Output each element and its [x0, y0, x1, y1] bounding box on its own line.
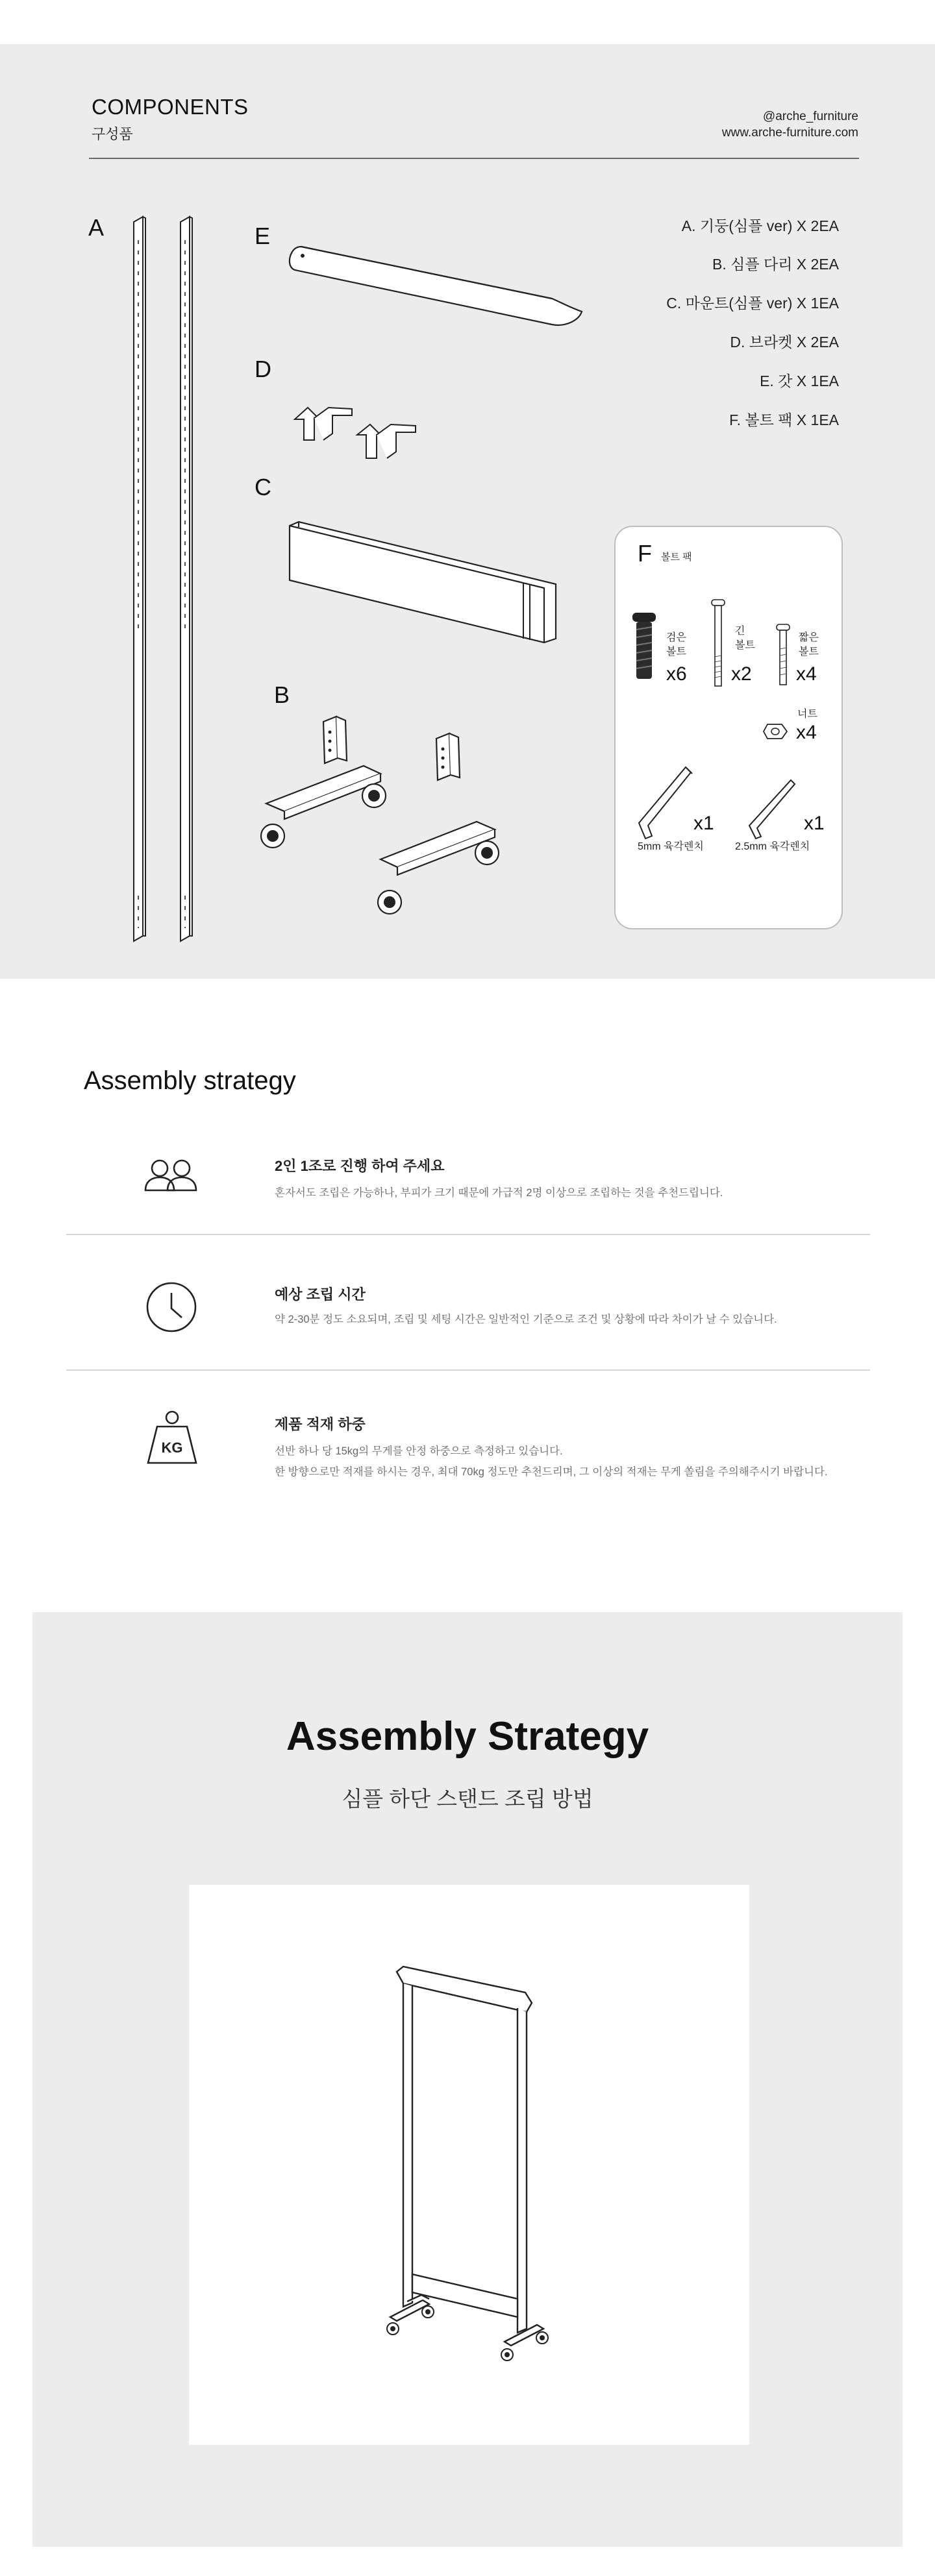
- strategy-text: 약 2-30분 정도 소요되며, 조립 및 세팅 시간은 일반적인 기준으로 조건 및 상황에 따라 차이가 날 수 있습니다.: [275, 1314, 777, 1325]
- two-people-icon: [142, 1157, 200, 1196]
- components-title: COMPONENTS: [92, 95, 249, 119]
- part-label-c: C: [255, 474, 271, 500]
- weight-kg-icon: [143, 1408, 201, 1467]
- short-bolt-label: 볼트: [799, 646, 819, 657]
- part-label-e: E: [255, 223, 271, 249]
- strategy-text: 선반 하나 당 15kg의 무게를 안정 하중으로 측정하고 있습니다.: [275, 1445, 563, 1457]
- wrench-5mm-label: 5mm 육각렌치: [638, 841, 704, 852]
- long-bolt-label: 긴: [735, 626, 745, 637]
- black-bolt-label: 검은: [666, 632, 686, 643]
- brand-website: www.arche-furniture.com: [721, 126, 858, 140]
- parts-list-item: B. 심플 다리 X 2EA: [712, 256, 839, 273]
- parts-list-item: A. 기둥(심플 ver) X 2EA: [681, 217, 839, 234]
- wrench-2-5mm-qty: x1: [804, 813, 825, 834]
- strategy-title: Assembly strategy: [84, 1066, 296, 1095]
- components-subtitle: 구성품: [92, 126, 133, 142]
- part-label-a: A: [88, 214, 105, 241]
- assembly-title: Assembly Strategy: [286, 1714, 649, 1759]
- strategy-heading: 제품 적재 하중: [275, 1416, 366, 1432]
- black-bolt-icon: [630, 611, 658, 683]
- row-divider: [66, 1369, 870, 1371]
- assembled-stand-illustration: [384, 1963, 579, 2365]
- bolt-pack-title: 볼트 팩: [661, 552, 692, 563]
- nut-icon: [762, 722, 788, 741]
- hex-wrench-2-5mm-icon: [745, 774, 810, 845]
- long-bolt-qty: x2: [731, 663, 752, 685]
- assembly-section: [32, 1612, 903, 2547]
- leg-illustration: [253, 713, 513, 927]
- assembly-image-box: [189, 1885, 749, 2445]
- parts-list-item: C. 마운트(심플 ver) X 1EA: [666, 295, 839, 312]
- weight-icon-label: KG: [161, 1440, 183, 1456]
- nut-label: 너트: [797, 709, 817, 720]
- components-section: [0, 44, 935, 979]
- bracket-illustration: [292, 401, 429, 472]
- part-label-f: F: [638, 540, 652, 567]
- strategy-heading: 예상 조립 시간: [275, 1286, 366, 1303]
- wrench-5mm-qty: x1: [693, 813, 714, 834]
- mount-illustration: [279, 511, 565, 654]
- row-divider: [66, 1234, 870, 1235]
- short-bolt-label: 짧은: [799, 632, 819, 643]
- wrench-2-5mm-label: 2.5mm 육각렌치: [735, 841, 810, 852]
- strategy-text: 한 방향으로만 적재를 하시는 경우, 최대 70kg 정도만 추천드리며, 그 이상의 적재는 무게 쏠림을 주의해주시기 바랍니다.: [275, 1466, 828, 1478]
- assembly-subtitle: 심플 하단 스탠드 조립 방법: [342, 1787, 593, 1811]
- part-label-d: D: [255, 356, 271, 382]
- clock-icon: [144, 1280, 199, 1334]
- brand-handle: @arche_furniture: [762, 110, 858, 123]
- black-bolt-label: 볼트: [666, 646, 686, 657]
- top-cap-illustration: [279, 239, 591, 336]
- strategy-text: 혼자서도 조립은 가능하나, 부피가 크기 때문에 가급적 2명 이상으로 조립하는 것을 추천드립니다.: [275, 1187, 723, 1199]
- parts-list-item: D. 브라켓 X 2EA: [730, 334, 839, 350]
- short-bolt-qty: x4: [796, 663, 817, 685]
- bolt-pack-panel: [614, 526, 843, 929]
- pole-illustration: [123, 214, 201, 954]
- header-divider: [89, 158, 859, 159]
- parts-list-item: E. 갓 X 1EA: [760, 373, 839, 389]
- black-bolt-qty: x6: [666, 663, 687, 685]
- part-label-b: B: [274, 681, 290, 708]
- long-bolt-label: 볼트: [735, 640, 755, 651]
- strategy-heading: 2인 1조로 진행 하여 주세요: [275, 1158, 445, 1174]
- parts-list-item: F. 볼트 팩 X 1EA: [729, 411, 839, 428]
- nut-qty: x4: [796, 722, 817, 743]
- short-bolt-icon: [775, 623, 791, 688]
- long-bolt-icon: [710, 598, 726, 689]
